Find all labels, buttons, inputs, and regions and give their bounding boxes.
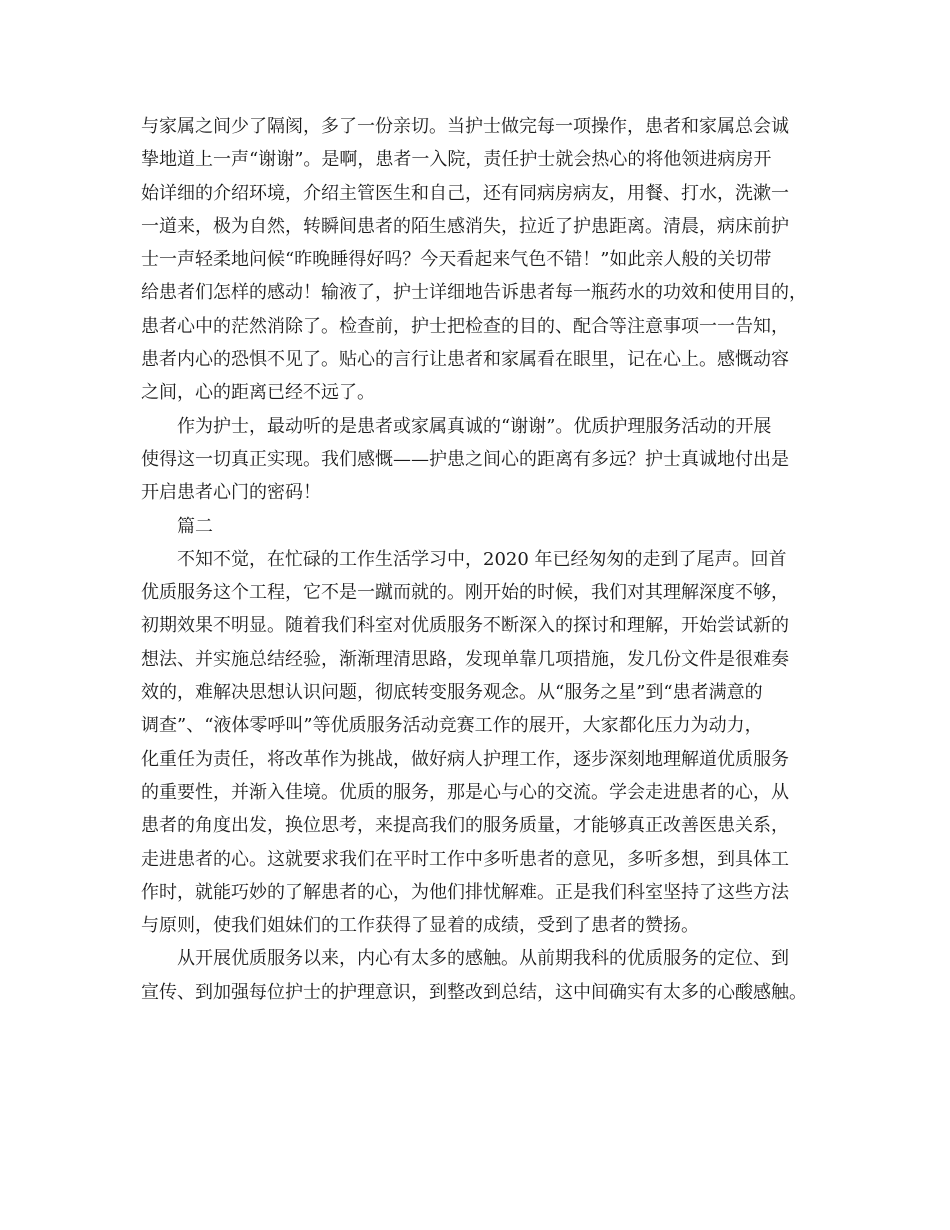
text-line: 一道来，极为自然，转瞬间患者的陌生感消失，拉近了护患距离。清晨，病床前护 — [141, 215, 789, 237]
text-line: 与原则，使我们姐妹们的工作获得了显着的成绩，受到了患者的赞扬。 — [141, 915, 699, 937]
text-line: 化重任为责任，将改革作为挑战，做好病人护理工作，逐步深刻地理解道优质服务 — [141, 748, 789, 770]
text-line: 之间，心的距离已经不远了。 — [141, 382, 375, 404]
text-line: 的重要性，并渐入佳境。优质的服务，那是心与心的交流。学会走进患者的心，从 — [141, 781, 789, 803]
text-line: 宣传、到加强每位护士的护理意识，到整改到总结，这中间确实有太多的心酸感触。 — [141, 981, 807, 1003]
text-line: 作时，就能巧妙的了解患者的心，为他们排忧解难。正是我们科室坚持了这些方法 — [141, 881, 789, 903]
text-line: 从开展优质服务以来，内心有太多的感触。从前期我科的优质服务的定位、到 — [177, 948, 789, 970]
text-line: 开启患者心门的密码！ — [141, 482, 321, 504]
text-line: 想法、并实施总结经验，渐渐理清思路，发现单靠几项措施，发几份文件是很难奏 — [141, 648, 789, 670]
text-line: 作为护士，最动听的是患者或家属真诚的“谢谢”。优质护理服务活动的开展 — [177, 415, 772, 437]
text-line: 始详细的介绍环境，介绍主管医生和自己，还有同病房病友，用餐、打水，洗漱一 — [141, 182, 789, 204]
text-line: 患者心中的茫然消除了。检查前，护士把检查的目的、配合等注意事项一一告知， — [141, 315, 789, 337]
text-line: 挚地道上一声“谢谢”。是啊，患者一入院，责任护士就会热心的将他领进病房开 — [141, 149, 772, 171]
text-line: 士一声轻柔地问候“昨晚睡得好吗？今天看起来气色不错！”如此亲人般的关切带 — [141, 249, 772, 271]
text-line: 使得这一切真正实现。我们感慨——护患之间心的距离有多远？护士真诚地付出是 — [141, 448, 789, 470]
text-line: 走进患者的心。这就要求我们在平时工作中多听患者的意见，多听多想，到具体工 — [141, 848, 789, 870]
text-line: 患者的角度出发，换位思考，来提高我们的服务质量，才能够真正改善医患关系， — [141, 815, 789, 837]
document-body — [141, 110, 831, 1009]
text-line: 效的，难解决思想认识问题，彻底转变服务观念。从“服务之星”到“患者满意的 — [141, 682, 763, 704]
section-heading: 篇二 — [177, 515, 213, 537]
text-line: 给患者们怎样的感动！输液了，护士详细地告诉患者每一瓶药水的功效和使用目的， — [141, 282, 807, 304]
text-line: 患者内心的恐惧不见了。贴心的言行让患者和家属看在眼里，记在心上。感慨动容 — [141, 349, 789, 371]
text-line: 优质服务这个工程，它不是一蹴而就的。刚开始的时候，我们对其理解深度不够， — [141, 582, 789, 604]
text-line: 与家属之间少了隔阂，多了一份亲切。当护士做完每一项操作，患者和家属总会诚 — [141, 116, 789, 137]
text-line: 调查”、“液体零呼叫”等优质服务活动竞赛工作的展开，大家都化压力为动力， — [141, 715, 763, 737]
text-line: 不知不觉，在忙碌的工作生活学习中，2020 年已经匆匆的走到了尾声。回首 — [177, 548, 787, 570]
text-line: 初期效果不明显。随着我们科室对优质服务不断深入的探讨和理解，开始尝试新的 — [141, 615, 789, 637]
